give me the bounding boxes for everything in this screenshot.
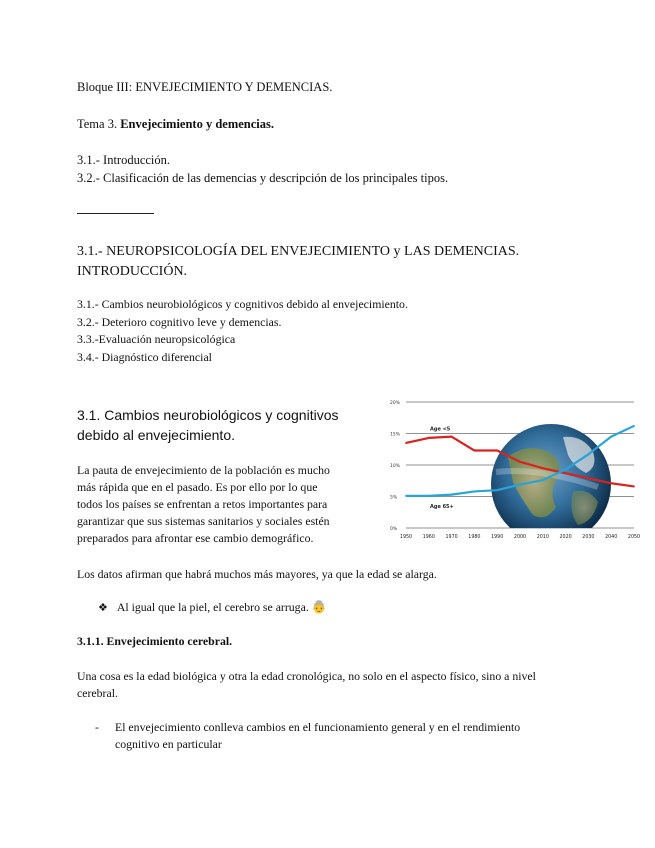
x-tick-label: 2040 (605, 535, 618, 540)
body-paragraph (77, 668, 536, 702)
paragraph-line: preparados para afrontar ese cambio demográfico. (77, 531, 314, 545)
x-tick-label: 2050 (627, 535, 641, 540)
toc-item: 3.2.- Clasificación de las demencias y descripción de los principales tipos. (77, 171, 449, 185)
subtoc-item: 3.1.- Cambios neurobiológicos y cognitivos debido al envejecimiento. (77, 297, 408, 311)
data-point (474, 450, 476, 452)
subtoc-item: 3.2.- Deterioro cognitivo leve y demencias. (77, 315, 282, 329)
subtoc-item: 3.3.-Evaluación neuropsicológica (77, 332, 236, 346)
y-tick-label: 15% (390, 432, 401, 438)
subtoc-item: 3.4.- Diagnóstico diferencial (77, 350, 212, 364)
data-point (542, 479, 544, 481)
x-tick-label: 2030 (582, 535, 595, 540)
tema-title (77, 115, 274, 133)
x-tick-label: 2020 (559, 535, 572, 540)
subsub-heading: 3.1.1. Envejecimiento cerebral. (77, 634, 233, 648)
dash-item (95, 719, 520, 753)
paragraph-line: garantizar que sus sistemas sanitarios y sociales estén (77, 514, 330, 528)
data-point (451, 436, 453, 438)
body-line: cerebral. (77, 686, 118, 700)
subsection-title-line2: debido al envejecimiento. (77, 427, 235, 443)
data-point (519, 484, 521, 486)
bullet-item (98, 599, 327, 616)
y-tick-label: 0% (390, 527, 398, 532)
x-tick-label: 1970 (445, 535, 458, 540)
series-label-age-under-5: Age <5 (430, 426, 451, 433)
tema-bold: Envejecimiento y demencias. (120, 117, 275, 131)
x-tick-label: 2000 (513, 535, 527, 540)
dash-bullet: - (95, 720, 99, 734)
population-chart-svg (388, 397, 641, 542)
toc-item: 3.1.- Introducción. (77, 153, 171, 167)
data-point (588, 453, 590, 455)
x-tick-label: 1960 (422, 535, 435, 540)
block-title: Bloque III: ENVEJECIMIENTO Y DEMENCIAS. (77, 80, 333, 94)
population-chart (388, 397, 641, 542)
dash-text (115, 719, 520, 753)
section-heading-line2: INTRODUCCIÓN. (77, 264, 188, 279)
subsection-title-line1: 3.1. Cambios neurobiológicos y cognitivos (77, 407, 339, 423)
data-point (451, 494, 453, 496)
dash-line: cognitivo en particular (115, 737, 222, 751)
aging-paragraph (77, 462, 367, 547)
divider-rule (77, 213, 154, 214)
paragraph-line: todos los países se enfrentan a retos importantes para (77, 497, 328, 511)
paragraph-line: más rápida que en el pasado. Es por ello por lo que (77, 480, 318, 494)
subsection-title (77, 405, 338, 445)
data-point (565, 469, 567, 471)
x-tick-label: 1990 (491, 535, 504, 540)
data-point (428, 495, 430, 497)
x-tick-label: 2010 (536, 535, 549, 540)
data-point (496, 489, 498, 491)
data-point (428, 437, 430, 439)
data-point (610, 436, 612, 438)
dash-line: El envejecimiento conlleva cambios en el funcionamiento general y en el rendimiento (115, 720, 521, 734)
data-point (542, 467, 544, 469)
y-tick-label: 5% (390, 495, 398, 501)
section-heading (77, 242, 519, 282)
data-point (610, 482, 612, 484)
globe-image (491, 424, 611, 544)
bullet-text: Al igual que la piel, el cerebro se arruga. (116, 600, 309, 614)
paragraph-line: La pauta de envejecimiento de la población es mucho (77, 463, 330, 477)
y-tick-label: 20% (390, 401, 401, 406)
x-tick-label: 1950 (399, 535, 413, 540)
section-heading-line1: 3.1.- NEUROPSICOLOGÍA DEL ENVEJECIMIENTO y LAS DEMENCIAS. (77, 244, 520, 259)
grandmother-emoji-icon: 👵 (311, 600, 327, 614)
diamond-bullet-icon: ❖ (98, 601, 108, 614)
body-line: Una cosa es la edad biológica y otra la edad cronológica, no solo en el aspecto físico, sino a nivel (77, 669, 536, 683)
data-point (633, 486, 635, 488)
data-point (565, 472, 567, 474)
tema-prefix: Tema 3. (77, 117, 118, 131)
data-point (519, 461, 521, 463)
data-point (405, 442, 407, 444)
data-point (633, 425, 635, 427)
data-point (496, 450, 498, 452)
x-tick-label: 1980 (468, 535, 481, 540)
y-tick-label: 10% (390, 464, 401, 469)
data-point (588, 477, 590, 479)
data-point (474, 491, 476, 493)
data-sentence: Los datos afirman que habrá muchos más mayores, ya que la edad se alarga. (77, 567, 437, 581)
series-label-age-65-plus: Age 65+ (430, 503, 454, 510)
data-point (405, 495, 407, 497)
